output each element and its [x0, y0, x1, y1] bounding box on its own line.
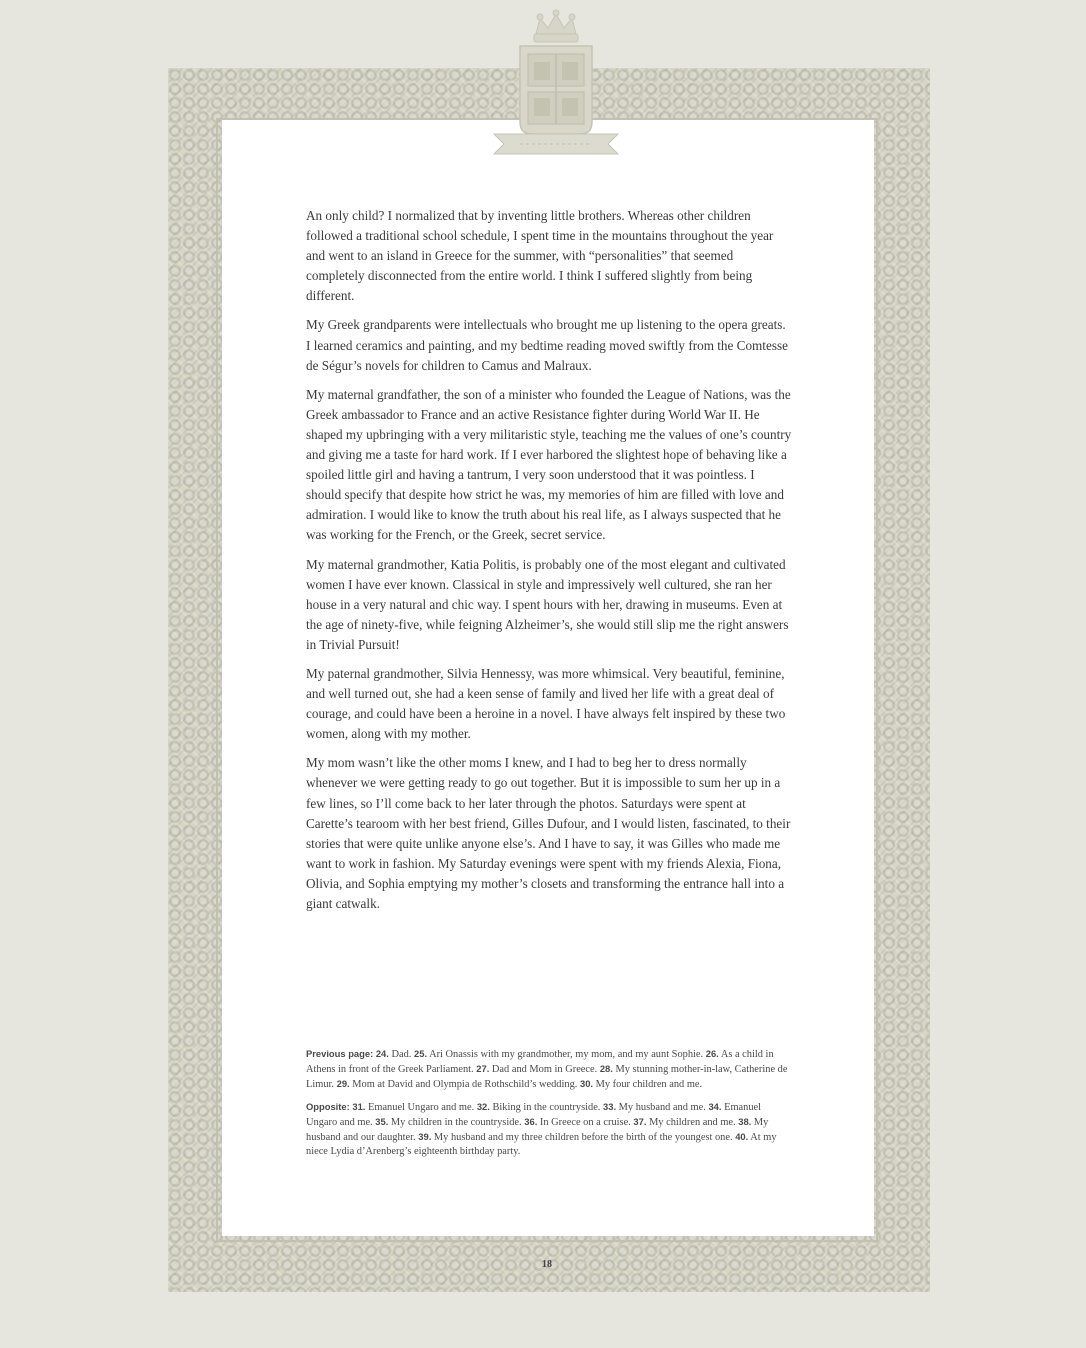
caption-item: 35. My children in the countryside.	[375, 1115, 522, 1128]
paragraph: My maternal grandfather, the son of a minister who founded the League of Nations, was the Greek ambassador to France and an active Resistance fighter during World War II. He shaped my upbringing with a very militaristic style, teaching me the values of one’s country and giving me a taste for hard work. If I ever harbored the slightest hope of behaving like a spoiled little girl and having a tantrum, I very soon understood that it was pointless. I should specify that despite how strict he was, my memories of him are filled with love and admiration. I would like to know the truth about his real life, as I always suspected that he was working for the French, or the Greek, secret service.	[306, 386, 792, 543]
caption-item: 25. Ari Onassis with my grandmother, my mom, and my aunt Sophie.	[414, 1048, 704, 1060]
caption-item: 39. My husband and my three children before the birth of the youngest one.	[418, 1131, 733, 1144]
crown-icon	[534, 10, 578, 42]
caption-item: 38. My husband and our daughter.	[306, 1115, 769, 1144]
caption-item: 29. Mom at David and Olympia de Rothschild’s wedding.	[336, 1078, 578, 1091]
caption-item: 30. My four children and me.	[579, 1078, 703, 1091]
caption-item: 26. As a child in Athens in front of the Greek Parliament.	[306, 1048, 774, 1076]
paragraph: An only child? I normalized that by inventing little brothers. Whereas other children followed a traditional school schedule, I spent time in the mountains throughout the year and went to an island in Greece for the summer, with “personalities” that seemed completely disconnected from the entire world. I think I suffered slightly from being different.	[306, 208, 774, 304]
caption-previous-page	[306, 1047, 788, 1093]
page-number: 18	[542, 1259, 552, 1270]
body-text	[306, 206, 792, 923]
caption-item: 31. Emanuel Ungaro and me.	[352, 1100, 475, 1113]
caption-item: 27. Dad and Mom in Greece.	[476, 1063, 598, 1076]
caption-item: 33. My husband and me.	[603, 1100, 706, 1113]
shield-icon	[520, 46, 592, 134]
caption-opposite-page	[306, 1100, 788, 1160]
paragraph: My mom wasn’t like the other moms I knew, and I had to beg her to dress normally whenever we were getting ready to go out together. But it is impossible to sum her up in a few lines, so I’ll come back to her later through the photos. Saturdays were spent at Carette’s tearoom with her best friend, Gilles Dufour, and I would listen, fascinated, to their stories that were quite unlike anyone else’s. And I have to say, it was Gilles who made me want to work in fashion. My Saturday evenings were spent with my friends Alexia, Fiona, Olivia, and Sophia emptying my mother’s closets and transforming the entrance hall into a giant catwalk.	[306, 755, 791, 911]
caption-lead: Previous page:	[306, 1048, 374, 1059]
banner-icon	[494, 134, 618, 154]
caption-item: 34. Emanuel Ungaro and me.	[306, 1100, 762, 1128]
caption-item: 28. My stunning mother-in-law, Catherine de Limur.	[306, 1063, 788, 1091]
caption-item: 37. My children and me.	[633, 1115, 736, 1128]
paragraph: My maternal grandmother, Katia Politis, is probably one of the most elegant and cultivated women I have ever known. Classical in style and impressively well cultured, she ran her house in a very natural and chic way. I spent hours with her, drawing in museums. Even at the age of ninety-five, while feigning Alzheimer’s, she would still slip me the right answers in Trivial Pursuit!	[306, 556, 789, 652]
caption-item: 24. Dad.	[375, 1048, 412, 1060]
paragraph: My paternal grandmother, Silvia Hennessy, was more whimsical. Very beautiful, feminine, and well turned out, she had a keen sense of family and lived her life with a great deal of courage, and could have been a heroine in a novel. I have always felt inspired by these two women, along with my mother.	[306, 665, 786, 742]
paragraph: My Greek grandparents were intellectuals who brought me up listening to the opera greats. I learned ceramics and painting, and my bedtime reading moved swiftly from the Comtesse de Ségur’s novels for children to Camus and Malraux.	[306, 317, 788, 373]
crest-emblem	[484, 6, 628, 162]
caption-item: 40. At my niece Lydia d’Arenberg’s eighteenth birthday party.	[306, 1131, 777, 1158]
caption-item: 36. In Greece on a cruise.	[524, 1115, 631, 1128]
caption-lead: Opposite:	[306, 1100, 350, 1112]
photo-captions	[306, 1047, 788, 1166]
caption-item: 32. Biking in the countryside.	[476, 1100, 601, 1113]
